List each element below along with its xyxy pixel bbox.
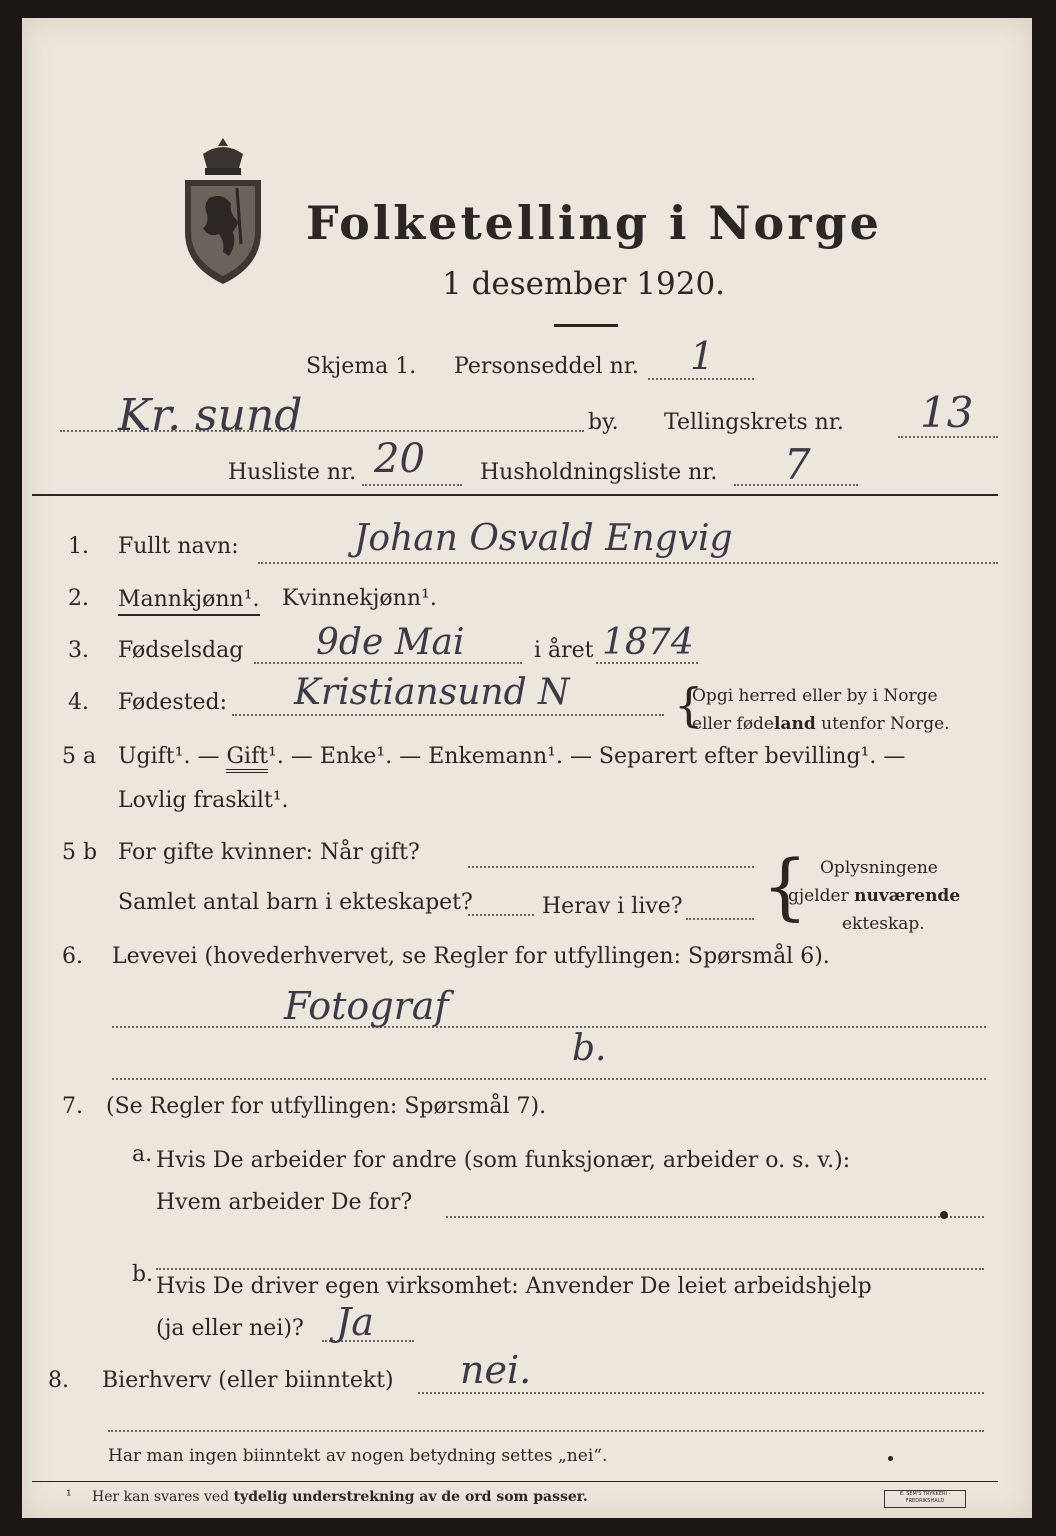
q5b-married-when-label: For gifte kvinner: Når gift? bbox=[118, 840, 420, 865]
norway-coat-of-arms-icon bbox=[177, 136, 269, 288]
q5b-number: 5 b bbox=[62, 840, 98, 865]
footnote-marker: ¹ bbox=[66, 1488, 72, 1504]
year-label: i året bbox=[534, 638, 594, 663]
q7-number: 7. bbox=[62, 1094, 83, 1119]
side-income-value[interactable]: nei. bbox=[460, 1348, 532, 1392]
tellingskrets-value[interactable]: 13 bbox=[920, 388, 974, 437]
q5b-alive-label: Herav i live? bbox=[542, 894, 683, 919]
q7b-line1: Hvis De driver egen virksomhet: Anvender De leiet arbeidshjelp bbox=[156, 1274, 872, 1299]
printer-stamp: E. SEM'S TRYKKERI · FREDRIKSHALD bbox=[884, 1490, 966, 1508]
personseddel-label: Personseddel nr. bbox=[454, 354, 639, 379]
tellingskrets-label: Tellingskrets nr. bbox=[664, 410, 844, 435]
form-date: 1 desember 1920. bbox=[442, 266, 726, 302]
q5b-children-label: Samlet antal barn i ekteskapet? bbox=[118, 890, 473, 915]
personseddel-value[interactable]: 1 bbox=[690, 334, 715, 378]
marital-status-options bbox=[118, 744, 905, 769]
q3-number: 3. bbox=[68, 638, 89, 663]
unmarried-option[interactable]: Ugift¹. — bbox=[118, 744, 220, 769]
q1-label: Fullt navn: bbox=[118, 534, 239, 559]
skjema-label: Skjema 1. bbox=[306, 354, 417, 379]
occupation-value[interactable]: Fotograf bbox=[284, 984, 449, 1028]
q5b-brace: { bbox=[762, 844, 808, 928]
q8-label: Bierhverv (eller biinntekt) bbox=[102, 1368, 394, 1393]
q5b-note-line2: gjelder nuværende bbox=[788, 886, 961, 906]
q6-label: Levevei (hovederhvervet, se Regler for utfyllingen: Spørsmål 6). bbox=[112, 944, 830, 969]
footnote-text: Her kan svares ved tydelig understrekning av de ord som passer. bbox=[92, 1489, 588, 1505]
ink-dot bbox=[940, 1211, 948, 1219]
q1-number: 1. bbox=[68, 534, 89, 559]
q2-number: 2. bbox=[68, 586, 89, 611]
q5b-note-line1: Oplysningene bbox=[820, 858, 938, 878]
q4-number: 4. bbox=[68, 690, 89, 715]
birthday-value[interactable]: 9de Mai bbox=[316, 622, 465, 663]
form-title: Folketelling i Norge bbox=[306, 196, 882, 250]
footnote-divider bbox=[32, 1481, 998, 1482]
husholdningsliste-label: Husholdningsliste nr. bbox=[480, 460, 718, 485]
side-income-note: Har man ingen biinntekt av nogen betydning settes „nei“. bbox=[108, 1446, 608, 1466]
q5a-number: 5 a bbox=[62, 744, 97, 769]
q5b-note-line3: ekteskap. bbox=[842, 914, 925, 934]
female-option[interactable]: Kvinnekjønn¹. bbox=[282, 586, 437, 611]
q4-brace: { bbox=[674, 678, 704, 732]
divorced-option[interactable]: Lovlig fraskilt¹. bbox=[118, 788, 289, 813]
husliste-value[interactable]: 20 bbox=[374, 436, 425, 482]
birth-year-value[interactable]: 1874 bbox=[602, 622, 694, 663]
q7-label: (Se Regler for utfyllingen: Spørsmål 7). bbox=[106, 1094, 547, 1119]
q6-number: 6. bbox=[62, 944, 83, 969]
ink-dot-small bbox=[888, 1456, 893, 1461]
full-name-value[interactable]: Johan Osvald Engvig bbox=[354, 518, 733, 559]
title-divider bbox=[554, 324, 618, 327]
q4-note-line2: eller fødeland utenfor Norge. bbox=[692, 714, 950, 734]
q7b-letter: b. bbox=[132, 1262, 154, 1287]
by-value[interactable]: Kr. sund bbox=[118, 390, 303, 441]
q7b-line2: (ja eller nei)? bbox=[156, 1316, 304, 1341]
q7a-line1: Hvis De arbeider for andre (som funksjonær, arbeider o. s. v.): bbox=[156, 1148, 851, 1173]
q7a-letter: a. bbox=[132, 1142, 153, 1167]
census-form bbox=[22, 18, 1032, 1518]
q4-note-line1: Opgi herred eller by i Norge bbox=[692, 686, 938, 706]
q3-label: Fødselsdag bbox=[118, 638, 244, 663]
married-option[interactable]: Gift bbox=[226, 744, 268, 773]
other-marital-options[interactable]: ¹. — Enke¹. — Enkemann¹. — Separert efter bevilling¹. — bbox=[268, 744, 906, 769]
q7a-line2: Hvem arbeider De for? bbox=[156, 1190, 413, 1215]
section-divider bbox=[32, 494, 998, 496]
occupation-mark[interactable]: b. bbox=[572, 1028, 607, 1069]
husholdningsliste-value[interactable]: 7 bbox=[784, 440, 811, 489]
hired-help-value[interactable]: Ja bbox=[336, 1300, 374, 1344]
birthplace-value[interactable]: Kristiansund N bbox=[294, 672, 570, 713]
q4-label: Fødested: bbox=[118, 690, 228, 715]
husliste-label: Husliste nr. bbox=[228, 460, 357, 485]
by-label: by. bbox=[588, 410, 619, 435]
male-option[interactable]: Mannkjønn¹. bbox=[118, 586, 260, 616]
q8-number: 8. bbox=[48, 1368, 69, 1393]
